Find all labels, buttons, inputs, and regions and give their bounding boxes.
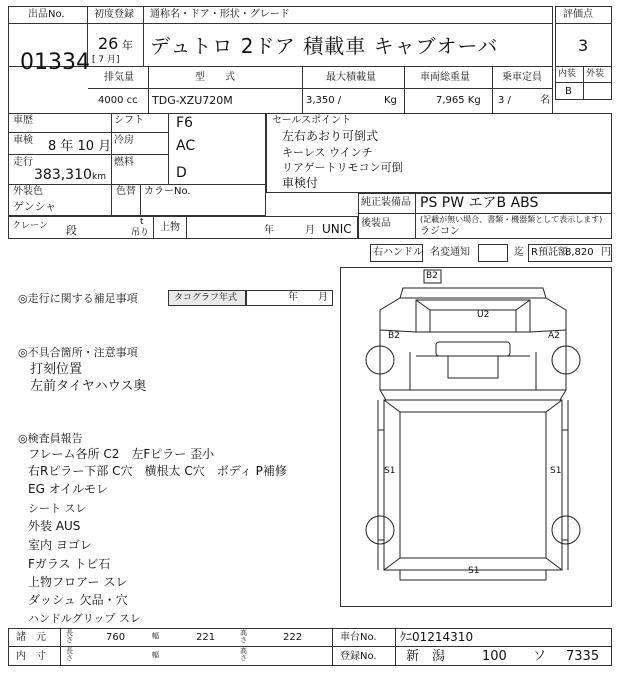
year-char: 年 [122, 39, 133, 52]
damage-a2: A2 [548, 331, 560, 341]
spec-dims-label: 諸 元 [16, 632, 46, 643]
height-value: 222 [283, 632, 303, 643]
grade-value: 3 [578, 36, 589, 55]
std-equipment: PS PW エアB ABS [420, 195, 539, 211]
defect-label: ◎不具合箇所・注意事項 [18, 346, 138, 359]
defect-item: 打刻位置 [30, 362, 83, 377]
inspection-label: 車検 [13, 135, 33, 146]
width-value: 221 [196, 632, 216, 643]
damage-u2: U2 [477, 310, 490, 320]
max-load: 3,350 / [306, 95, 342, 106]
inner-height-label: 高さ [240, 647, 247, 663]
first-reg-month: [ 7 月] [92, 55, 120, 65]
name-change-label: 名変通知 [430, 247, 470, 258]
sales-point-item: 車検付 [282, 176, 319, 190]
inspector-item: 上物フロアー スレ [28, 575, 128, 589]
inspector-item: Fガラス トビ石 [28, 557, 111, 571]
chassis-label: 車台No. [340, 632, 377, 643]
model-label: 型 式 [195, 72, 235, 83]
upper-label: 上物 [160, 222, 180, 233]
damage-b2-left: B2 [388, 331, 400, 341]
grade-label: 評価点 [563, 9, 593, 20]
handle-value: 右ハンドル [373, 247, 423, 258]
travel-remarks-label: ◎走行に関する補足事項 [18, 292, 138, 305]
lot-no: 01334 [20, 50, 90, 75]
vehicle-name: デュトロ 2ドア 積載車 キャブオーバ [150, 34, 499, 58]
color-value: ゲンシャ [13, 200, 57, 213]
shift-label: シフト [114, 115, 144, 126]
history-label: 車歴 [13, 115, 33, 126]
recycle-value: 8,820 [565, 247, 594, 258]
inner-length-label: 長さ [66, 647, 73, 663]
mileage-value: 383,310 [34, 167, 92, 183]
crane-label: クレーン [12, 221, 48, 231]
inspector-item: 室内 ヨゴレ [28, 538, 92, 552]
color-label: 外装色 [13, 186, 43, 197]
inspector-item: シート スレ [28, 502, 87, 515]
inspector-label: ◎検査員報告 [18, 432, 83, 445]
plate-class: 100 [482, 649, 507, 664]
displacement: 4000 cc [98, 95, 138, 106]
fuel-label: 燃料 [114, 157, 134, 168]
model: TDG-XZU720M [152, 94, 233, 107]
interior-label: 内装 [558, 69, 577, 79]
upper-month: 月 [305, 225, 315, 236]
tacho-year: 年 [288, 292, 298, 303]
upper-year: 年 [264, 225, 274, 236]
chassis-value: ｸﾆ01214310 [400, 630, 474, 644]
damage-b2-top: B2 [426, 271, 438, 281]
retro-equipment-note: (記載が無い場合、書類・機器類として表示します) [420, 215, 603, 224]
plate-kana: ソ [533, 649, 547, 664]
ac-value: AC [176, 138, 196, 154]
length-label: 長さ [66, 629, 73, 645]
mileage-label: 走行 [13, 157, 33, 168]
inspector-item: フレーム各所 C2 左Fピラー 歪小 [28, 447, 215, 461]
plate-area: 新 潟 [406, 649, 446, 664]
inner-width-label: 幅 [152, 651, 159, 659]
sales-point-item: リアゲートリモコン可倒 [282, 161, 403, 174]
recycle-yen: 円 [601, 247, 611, 258]
width-label: 幅 [152, 632, 159, 640]
plate-label: 登録No. [340, 651, 377, 662]
damage-s1-left: S1 [384, 466, 396, 476]
name-label: 通称名・ドア・形状・グレード [150, 9, 290, 20]
capacity-unit: 名 [540, 95, 550, 106]
defect-item: 左前タイヤハウス奥 [30, 379, 147, 394]
capacity: 3 / [498, 95, 511, 106]
exterior-label: 外装 [586, 69, 605, 79]
sales-point-item: 左右あおり可倒式 [282, 129, 379, 143]
sales-point-label: セールスポイント [272, 115, 352, 126]
damage-s1-right: S1 [550, 466, 562, 476]
std-equipment-label: 純正装備品 [361, 197, 411, 208]
first-reg-year: 26 [98, 34, 119, 53]
recycle-label: R預託額 [531, 247, 568, 258]
damage-s1-bottom: S1 [468, 566, 480, 576]
interior-score: B [565, 86, 572, 97]
inspector-item: 外装 AUS [28, 519, 81, 533]
shift-value: F6 [176, 115, 193, 131]
inner-dims-label: 内 寸 [16, 651, 46, 662]
gross-weight-label: 車両総重量 [420, 72, 470, 83]
capacity-label: 乗車定員 [502, 72, 542, 83]
ac-label: 冷房 [114, 135, 134, 146]
deadline-label: 迄 [514, 247, 524, 258]
displacement-label: 排気量 [104, 72, 134, 83]
crane-suri: 吊り [131, 228, 150, 238]
gross-weight: 7,965 Kg [436, 95, 481, 106]
inspector-item: EG オイルモレ [28, 482, 109, 496]
crane-tons: t [140, 217, 144, 227]
retro-equipment: ラジコン [420, 226, 460, 237]
max-load-label: 最大積載量 [326, 72, 376, 83]
plate-number: 7335 [566, 649, 600, 664]
tacho-label: タコグラフ年式 [174, 293, 238, 303]
upper-maker: UNIC [322, 222, 352, 236]
first-reg-label: 初度登録 [94, 9, 134, 20]
crane-stage: 段 [66, 224, 77, 237]
max-load-unit: Kg [384, 95, 397, 106]
tacho-month: 月 [318, 292, 328, 303]
inspector-item: ダッシュ 欠品・穴 [28, 593, 128, 607]
length-value: 760 [106, 632, 126, 643]
lot-no-label: 出品No. [28, 9, 65, 20]
sales-point-item: キーレス ウインチ [282, 146, 373, 159]
inspector-item: 右Rピラー下部 C穴 横根太 C穴 ボディ P補修 [28, 464, 287, 478]
inspection-value: 8 年 10 月 [48, 139, 112, 154]
retro-equipment-label: 後装品 [361, 218, 391, 229]
fuel-value: D [176, 165, 187, 181]
inspector-item: ハンドルグリップ スレ [28, 612, 141, 625]
height-label: 高さ [240, 629, 247, 645]
color-code-label: カラーNo. [144, 186, 191, 197]
color-no-label: 色替 [116, 186, 136, 197]
mileage-unit: km [92, 172, 106, 182]
dims-block [8, 628, 612, 666]
